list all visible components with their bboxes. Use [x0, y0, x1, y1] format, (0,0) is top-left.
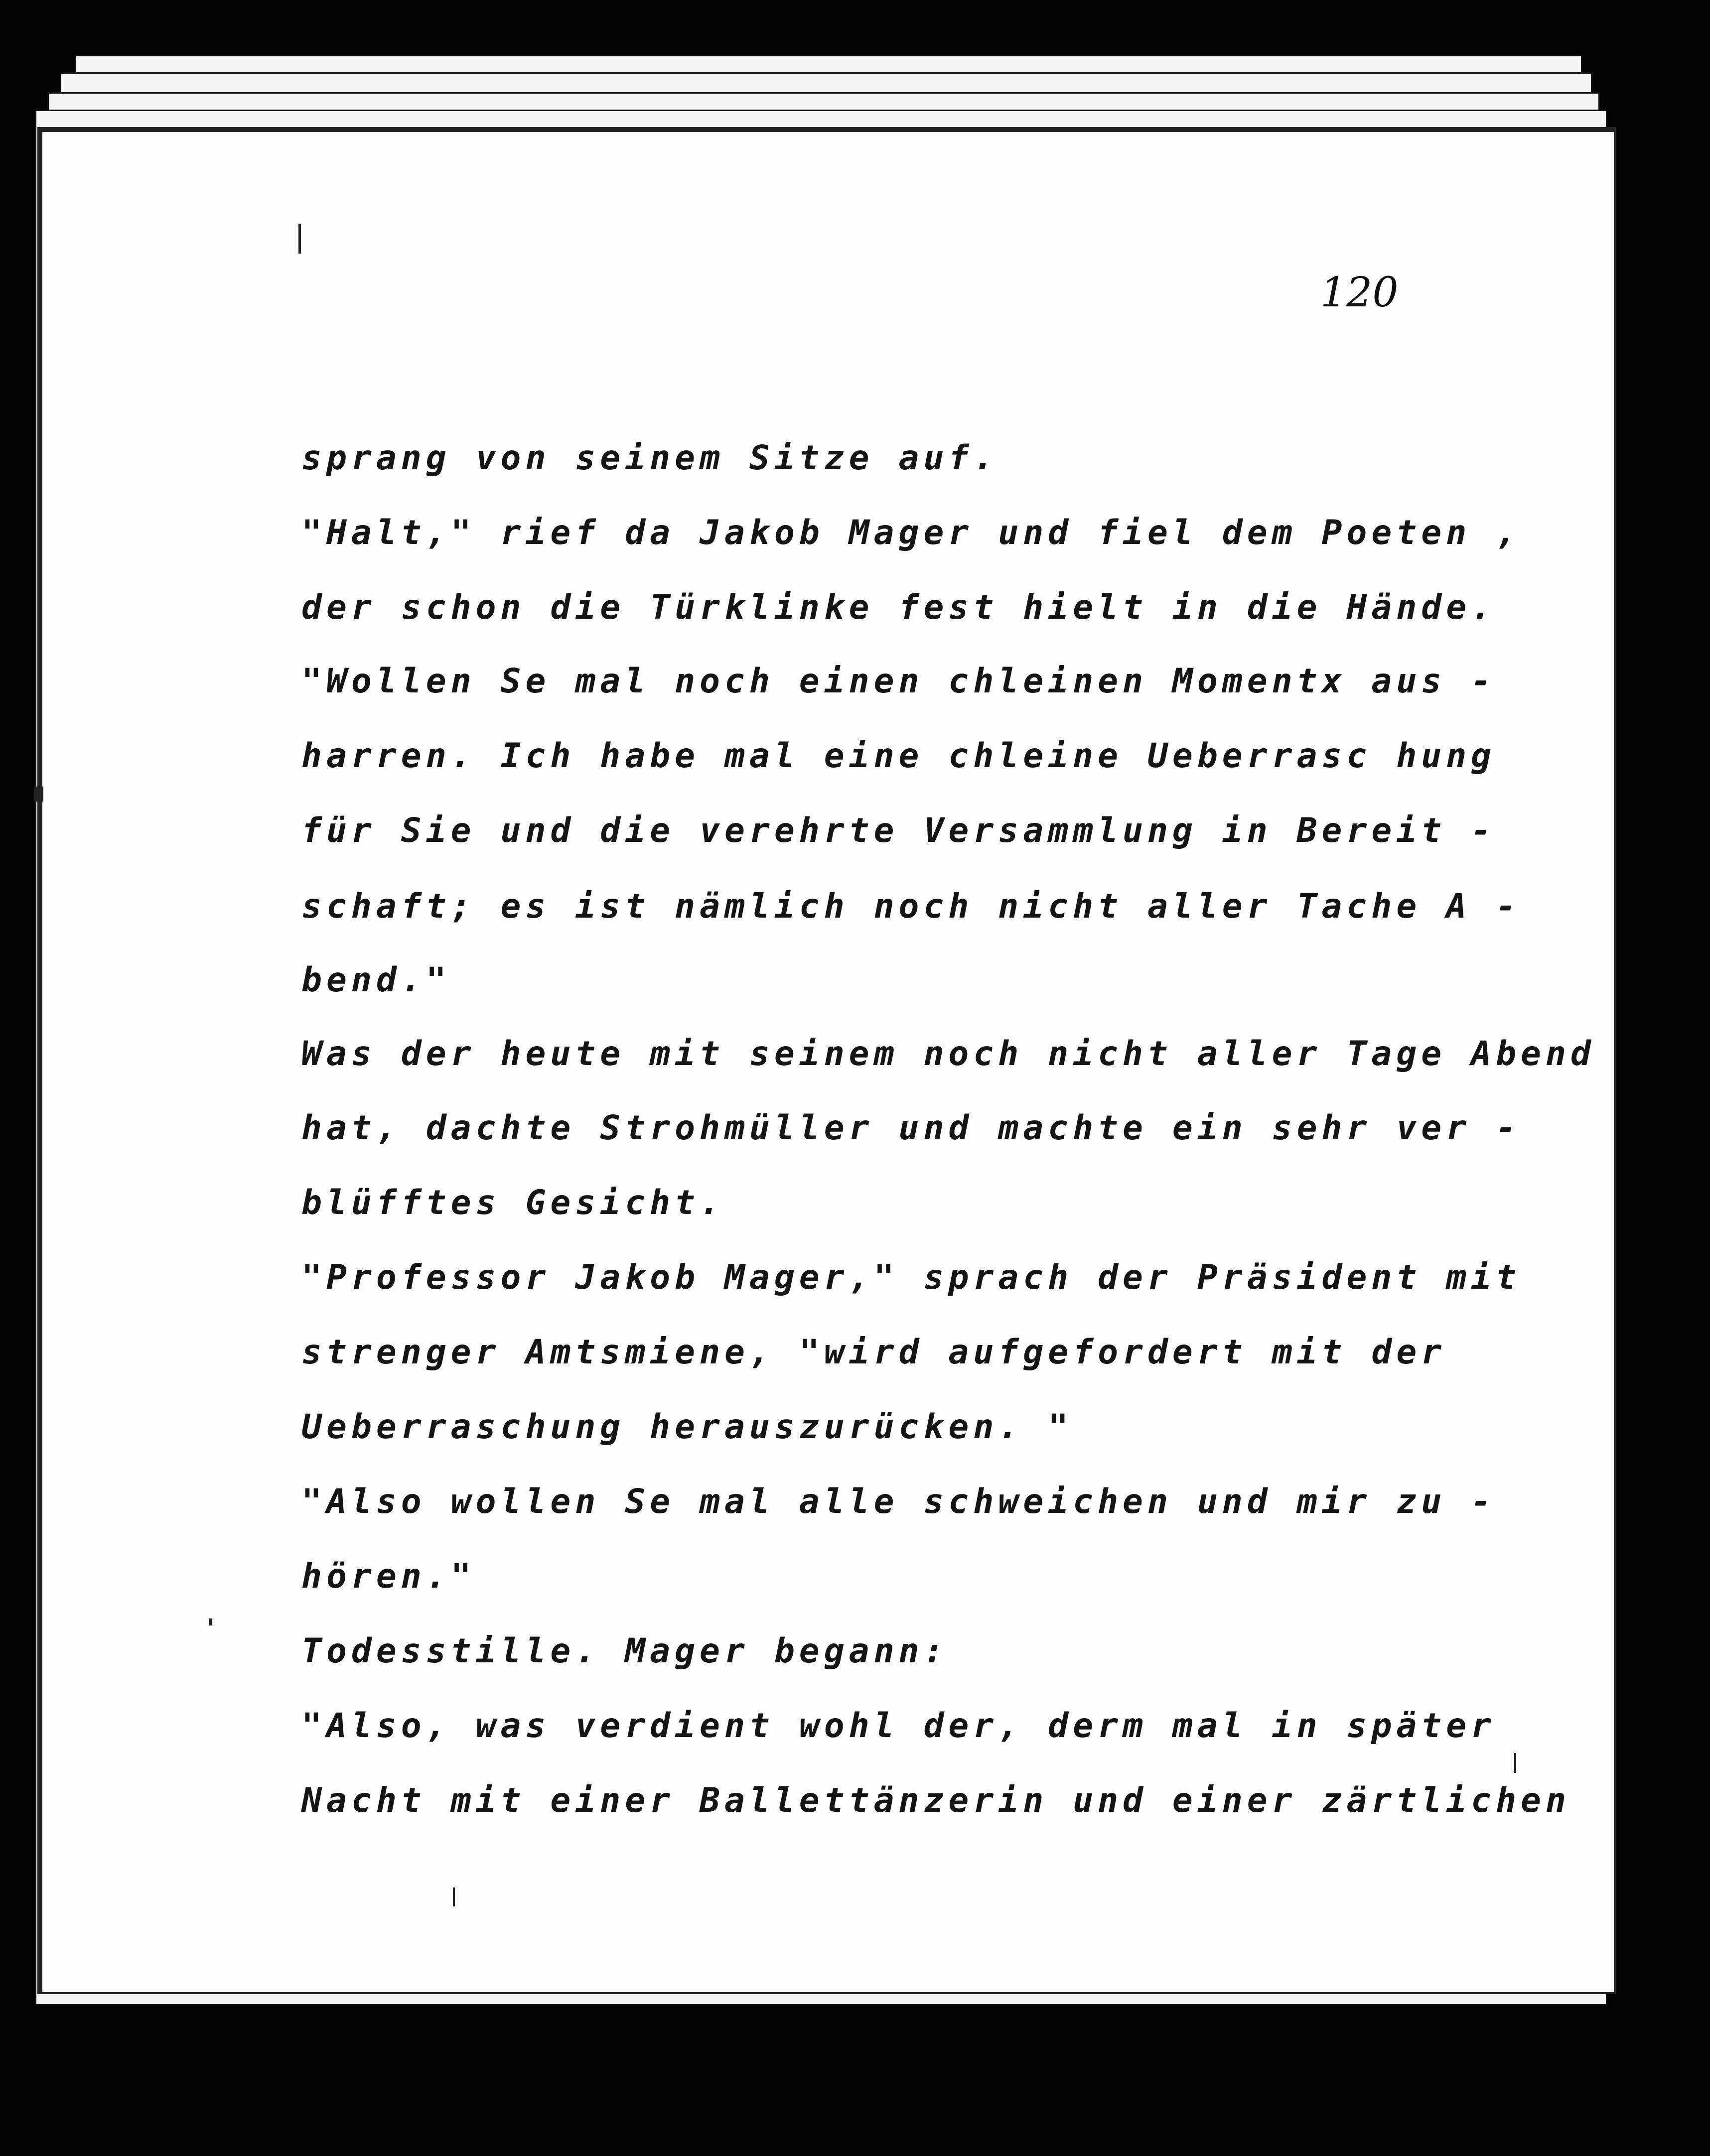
margin-mark: [1514, 1753, 1516, 1773]
text-line: hören.": [301, 1557, 476, 1596]
text-line: sprang von seinem Sitze auf.: [301, 438, 998, 478]
text-line: "Wollen Se mal noch einen chleinen Momentx aus -: [301, 662, 1496, 701]
margin-mark: [209, 1618, 212, 1625]
text-line: Todesstille. Mager begann:: [301, 1631, 949, 1671]
text-line: harren. Ich habe mal eine chleine Ueberrasc hung: [301, 736, 1496, 776]
margin-mark: [34, 787, 43, 802]
text-line: "Also wollen Se mal alle schweichen und mir zu -: [301, 1482, 1496, 1521]
text-line: "Also, was verdient wohl der, derm mal in später: [301, 1706, 1496, 1746]
margin-mark: [298, 224, 301, 254]
text-line: hat, dachte Strohmüller und machte ein sehr ver -: [301, 1108, 1521, 1148]
text-line: für Sie und die verehrte Versammlung in Bereit -: [301, 811, 1496, 850]
text-line: Ueberraschung herauszurücken. ": [301, 1407, 1073, 1447]
text-line: der schon die Türklinke fest hielt in die Hände.: [301, 588, 1496, 627]
text-line: Nacht mit einer Ballettänzerin und einer zärtlichen: [301, 1781, 1570, 1820]
page-number: 120: [1320, 269, 1399, 316]
text-line: bend.": [301, 960, 451, 1000]
text-line: strenger Amtsmiene, "wird aufgefordert mit der: [301, 1333, 1446, 1372]
text-line: "Halt," rief da Jakob Mager und fiel dem Poeten ,: [301, 513, 1521, 552]
text-line: schaft; es ist nämlich noch nicht aller Tache A -: [301, 887, 1521, 926]
text-line: blüfftes Gesicht.: [301, 1183, 724, 1222]
margin-mark: [453, 1887, 455, 1906]
text-line: Was der heute mit seinem noch nicht aller Tage Abend: [301, 1034, 1595, 1074]
text-line: "Professor Jakob Mager," sprach der Präsident mit: [301, 1258, 1521, 1297]
